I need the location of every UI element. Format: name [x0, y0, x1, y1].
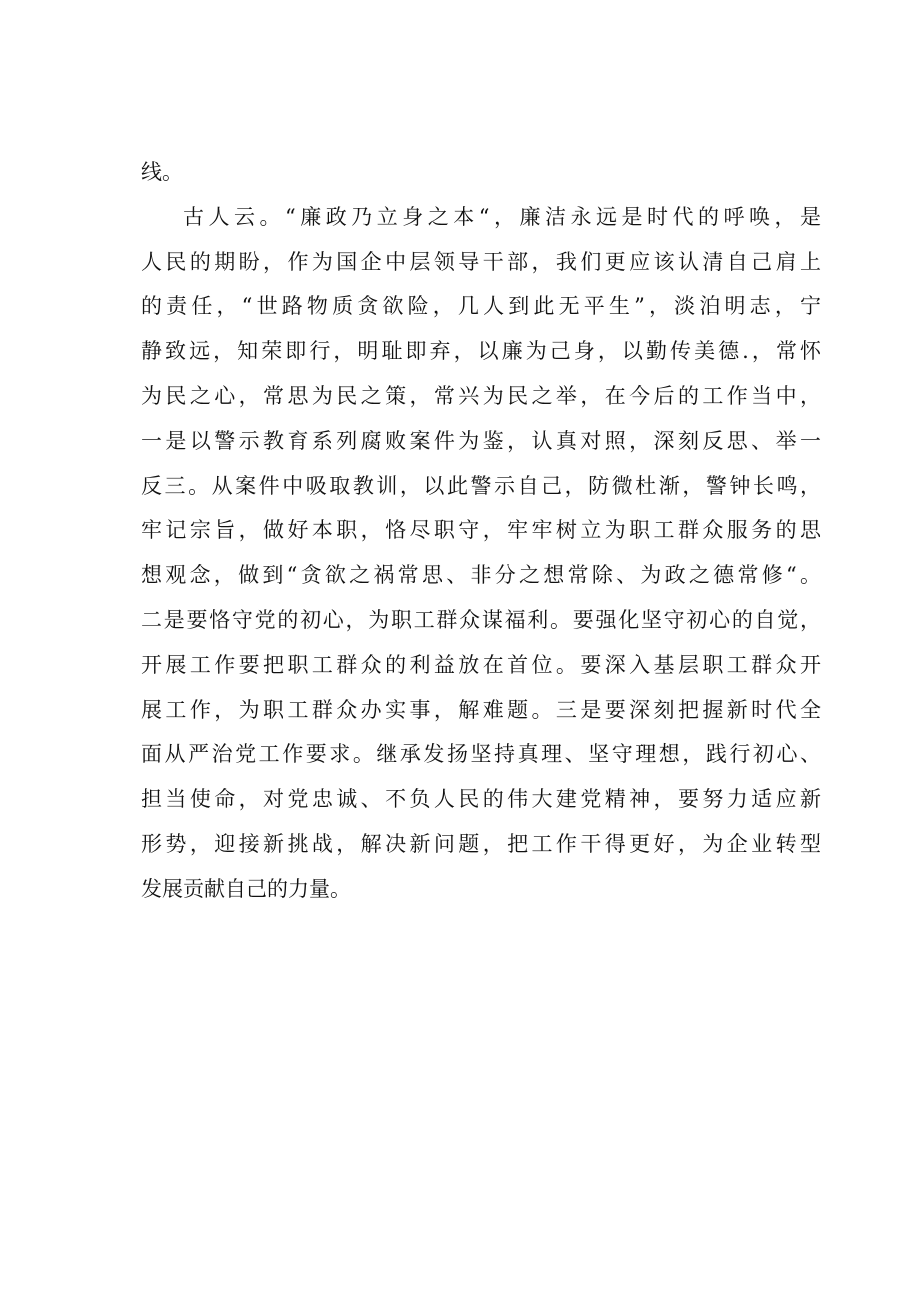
text-line: 反三。从案件中吸取教训，以此警示自己，防微杜渐，警钟长鸣，	[141, 473, 821, 498]
text-line: 人民的期盼，作为国企中层领导干部，我们更应该认清自己肩上	[141, 249, 821, 274]
text-line: 形势，迎接新挑战，解决新问题，把工作干得更好，为企业转型	[141, 831, 821, 856]
text-line: 担当使命，对党忠诚、不负人民的伟大建党精神，要努力适应新	[141, 787, 821, 812]
text-line: 一是以警示教育系列腐败案件为鉴，认真对照，深刻反思、举一	[141, 428, 821, 453]
paragraph-first-line: 古人云。“廉政乃立身之本“，廉洁永远是时代的呼唤，是	[183, 204, 821, 229]
text-line: 发展贡献自己的力量。	[141, 876, 351, 901]
text-line: 展工作，为职工群众办实事，解难题。三是要深刻把握新时代全	[141, 697, 821, 722]
text-line: 静致远，知荣即行，明耻即弃，以廉为己身，以勤传美德.，常怀	[141, 339, 821, 364]
text-line: 二是要恪守党的初心，为职工群众谋福利。要强化坚守初心的自觉，	[141, 607, 821, 632]
body-text	[141, 150, 821, 912]
text-line: 的责任，“世路物质贪欲险，几人到此无平生”，淡泊明志，宁	[141, 294, 821, 319]
text-line: 想观念，做到“贪欲之祸常思、非分之想常除、为政之德常修“。	[141, 563, 821, 588]
text-line: 线。	[141, 160, 183, 184]
text-line: 开展工作要把职工群众的利益放在首位。要深入基层职工群众开	[141, 652, 821, 677]
text-line: 牢记宗旨，做好本职，恪尽职守，牢牢树立为职工群众服务的思	[141, 518, 821, 543]
text-line: 面从严治党工作要求。继承发扬坚持真理、坚守理想，践行初心、	[141, 742, 821, 767]
text-line: 为民之心，常思为民之策，常兴为民之举，在今后的工作当中，	[141, 383, 821, 408]
